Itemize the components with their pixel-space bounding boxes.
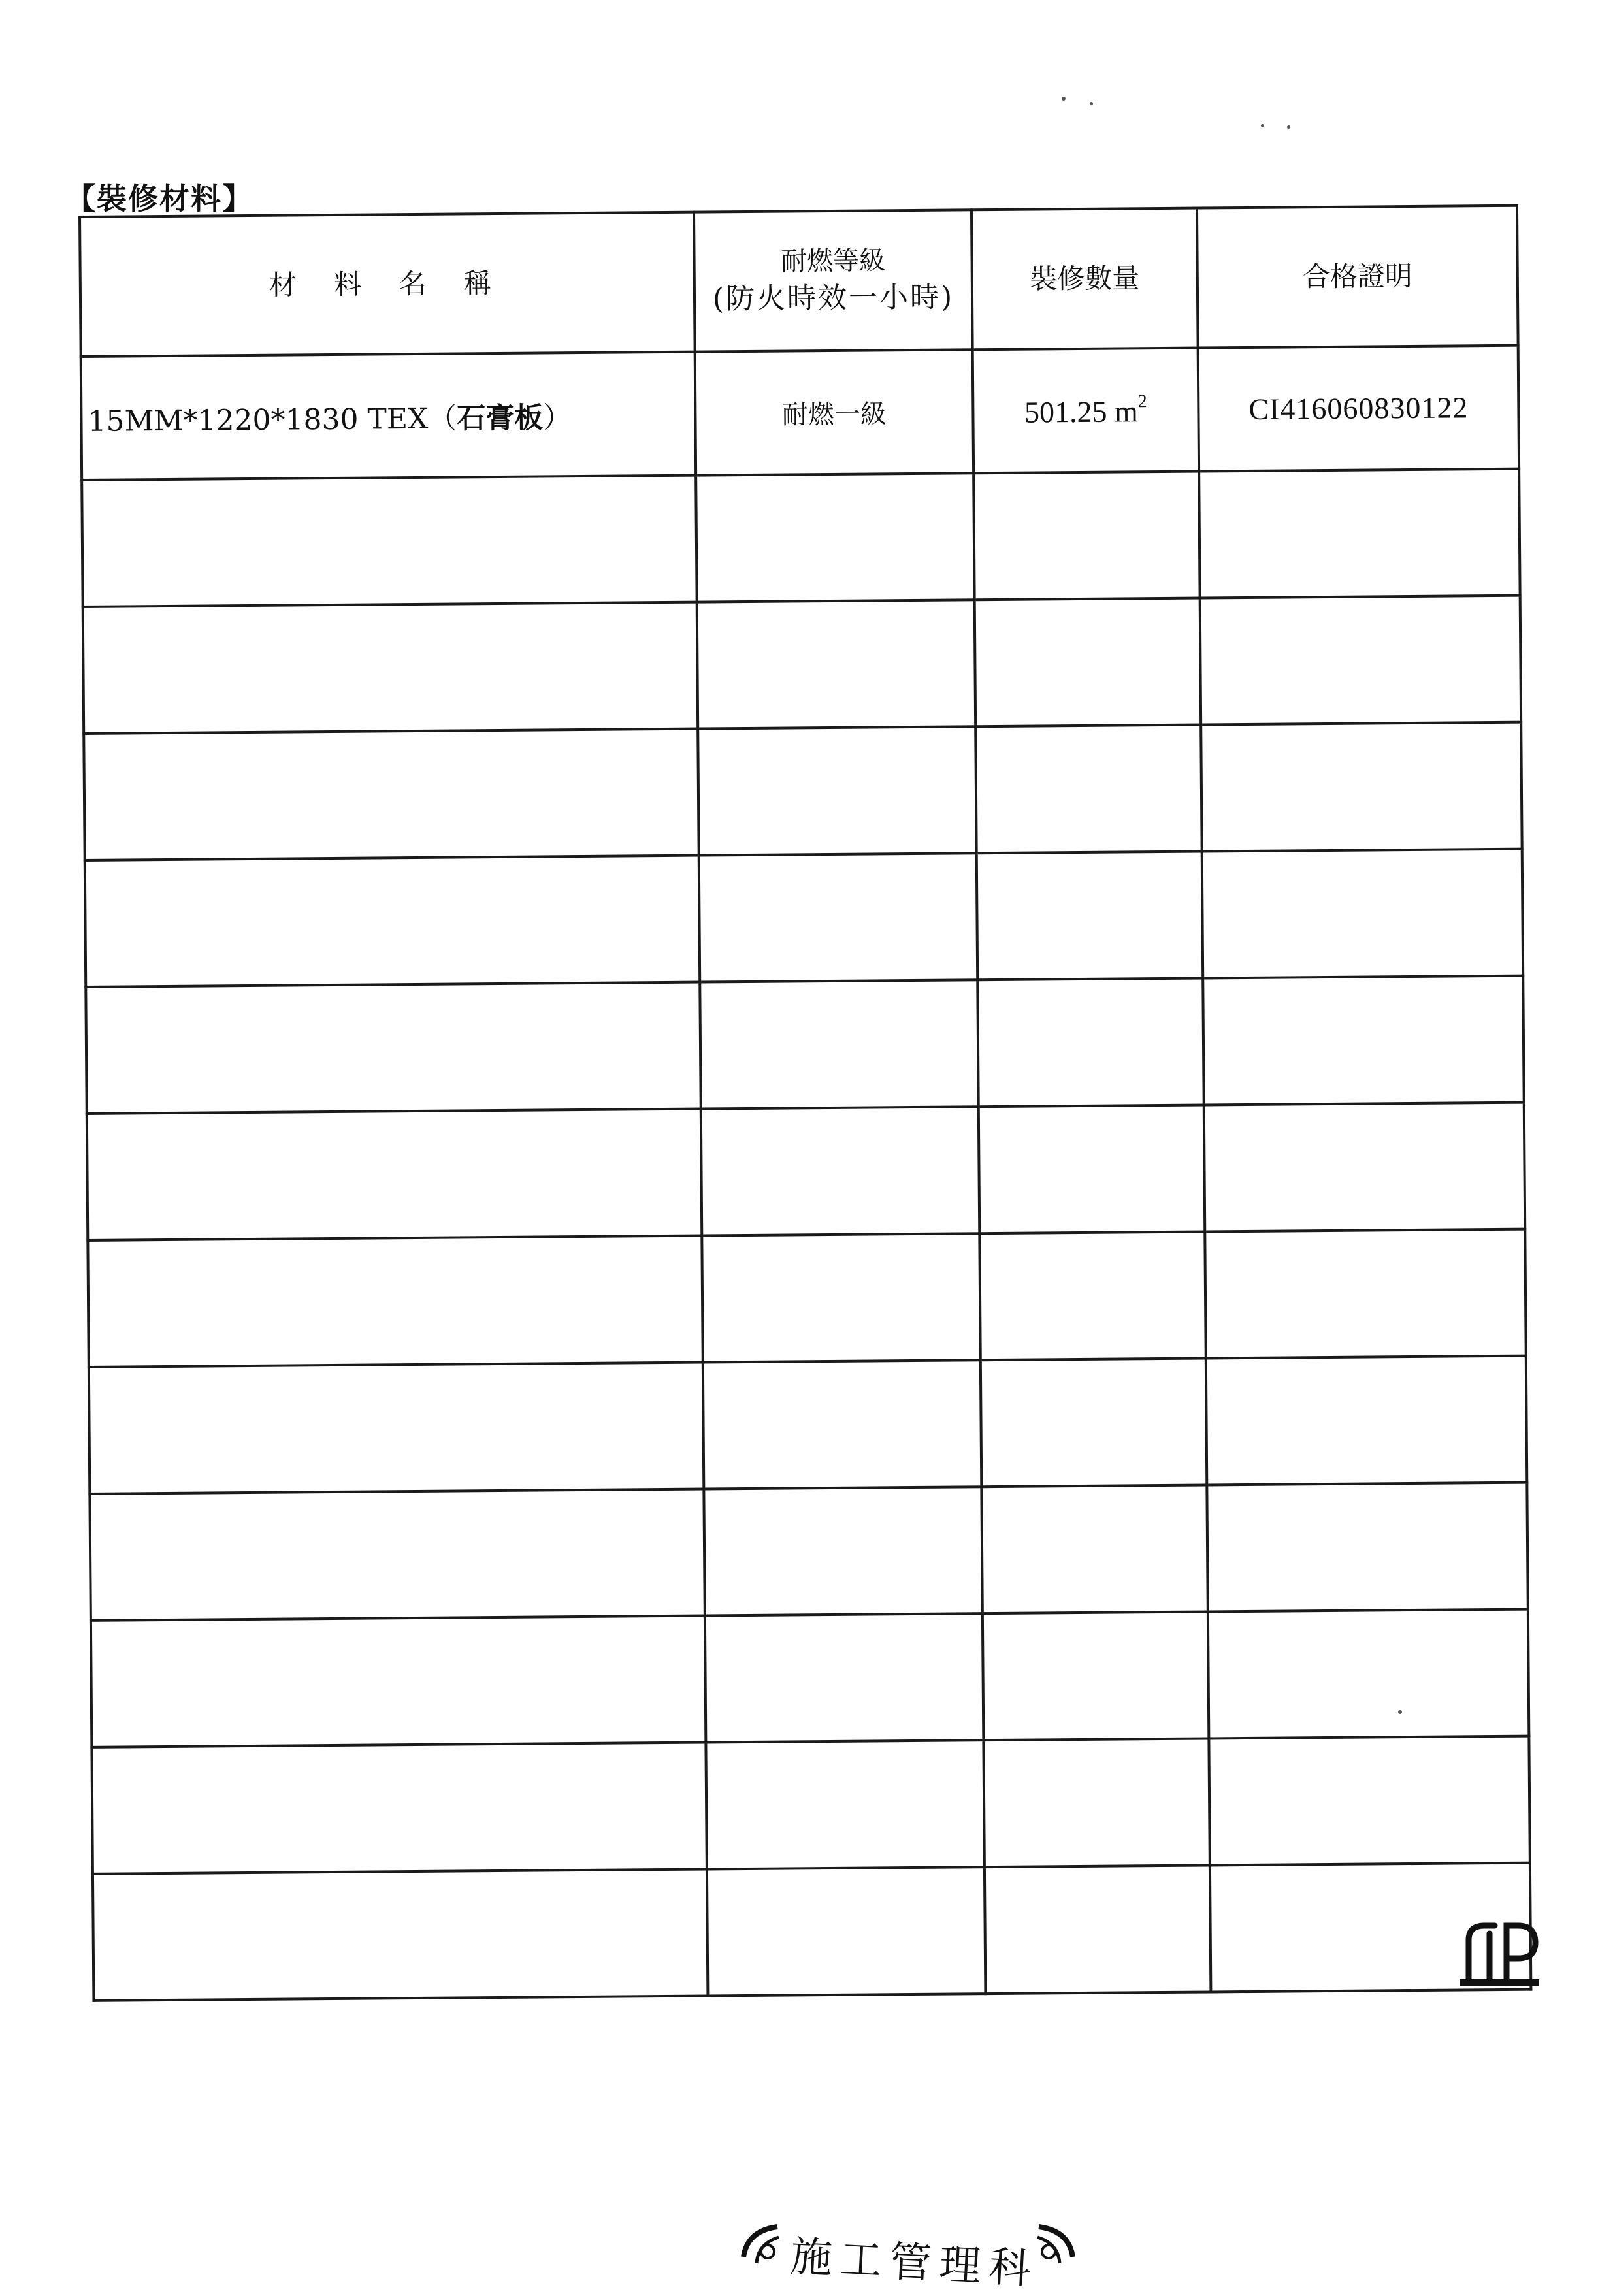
cell-quantity [975,598,1201,727]
header-fire-rating-sublabel: (防火時效一小時) [712,280,954,316]
cell-fire-rating [707,1867,986,1996]
cell-material-name [87,1109,702,1240]
table-header-row [80,206,1518,357]
section-title: 【裝修材料】 [65,181,253,216]
header-material-name [80,212,695,357]
cell-material-name [85,856,700,987]
scan-speck [1398,1710,1402,1714]
cell-certificate [1206,1356,1527,1485]
table-row [86,976,1524,1114]
office-stamp [738,2218,1078,2294]
cell-material-name [86,982,700,1114]
cell-material-name [89,1363,704,1494]
cell-quantity [985,1865,1211,1994]
cell-quantity [979,1232,1206,1361]
cell-quantity [973,348,1199,474]
table-row [82,469,1520,607]
cell-fire-rating [695,349,973,475]
cell-fire-rating [699,853,978,982]
cell-quantity [977,978,1204,1107]
cell-fire-rating [701,1107,980,1235]
quantity-value: 501.25 m [1024,395,1138,429]
material-name-prefix: 15MM*1220*1830 TEX（ [88,401,457,438]
cell-quantity [983,1611,1209,1740]
cell-quantity [981,1358,1207,1487]
cell-certificate [1201,722,1522,852]
cell-fire-rating [704,1487,983,1615]
cell-fire-rating [706,1740,985,1869]
quantity-unit-exponent: 2 [1137,391,1147,412]
cell-certificate [1198,346,1519,472]
cell-fire-rating [700,980,979,1108]
cell-material-name [81,352,696,480]
material-name-cjk: 石膏板 [457,400,544,435]
scan-speck [1287,125,1290,129]
scan-speck [1062,97,1066,101]
cell-material-name [83,602,698,734]
cell-fire-rating [703,1360,982,1489]
cell-material-name [91,1743,706,1874]
cell-material-name [93,1869,708,2001]
header-material-name-label: 材 料 名 稱 [269,267,506,301]
cell-certificate [1199,469,1520,598]
header-certificate-label: 合格證明 [1302,259,1412,293]
office-stamp-text: 施工管理科 [789,2233,1040,2294]
header-certificate [1197,206,1518,348]
table-row [91,1609,1529,1747]
cell-material-name [90,1489,704,1621]
cell-material-name [88,1236,702,1367]
cell-certificate [1208,1609,1529,1739]
cell-fire-rating [702,1233,981,1362]
cell-quantity [983,1738,1210,1867]
table-row [87,1103,1525,1240]
cell-material-name [84,729,698,860]
cell-fire-rating [697,600,976,728]
header-quantity-label: 裝修數量 [1030,261,1140,295]
table-row [88,1229,1525,1367]
table-row [90,1483,1527,1621]
cell-certificate [1204,1103,1525,1232]
scan-speck [1090,102,1093,105]
table-row [91,1736,1529,1874]
cell-quantity [981,1485,1208,1613]
cell-certificate [1209,1736,1530,1866]
table-row [84,722,1522,860]
cell-fire-rating [705,1613,984,1742]
cell-certificate [1207,1483,1528,1612]
materials-table [78,204,1532,2002]
cell-certificate [1203,976,1524,1105]
header-quantity [971,208,1198,350]
cell-quantity [975,725,1202,854]
cell-quantity [973,472,1200,600]
cell-material-name [91,1616,706,1747]
fire-rating-value: 耐燃一級 [781,399,887,430]
table-row [93,1863,1531,2001]
scan-speck [1261,124,1264,127]
cell-quantity [977,852,1203,980]
cell-quantity [979,1105,1205,1234]
cell-certificate [1202,849,1524,978]
cell-fire-rating [698,726,977,855]
cell-fire-rating [696,473,975,602]
header-fire-rating [694,210,973,351]
materials-table-wrapper [78,204,1529,2002]
table-row [89,1356,1527,1494]
cell-certificate [1200,596,1522,725]
cell-material-name [82,476,696,607]
table-body [81,346,1531,2001]
material-name-suffix: ） [543,400,572,434]
certificate-value: CI416060830122 [1248,391,1469,426]
table-row [85,849,1523,987]
table-row [83,596,1521,734]
logo-mark-icon [1456,1914,1542,1992]
cell-certificate [1205,1229,1526,1359]
header-fire-rating-label: 耐燃等級 [780,246,886,277]
table-row [81,346,1519,480]
